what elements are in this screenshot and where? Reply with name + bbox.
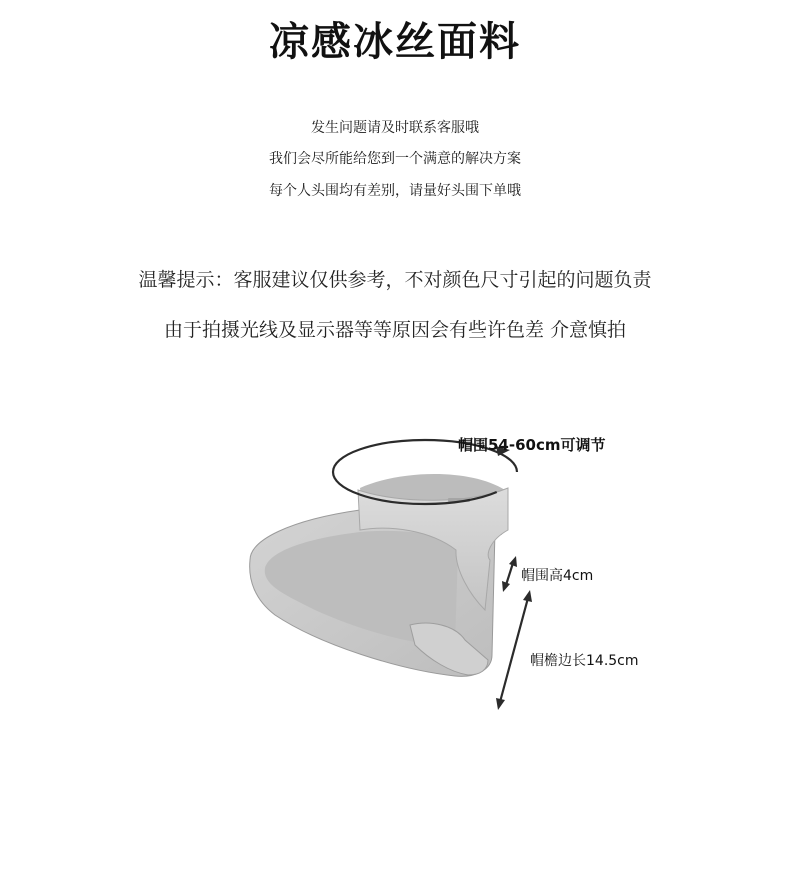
notice-line-head-size: 每个人头围均有差别，请量好头围下单哦: [269, 183, 521, 199]
tip-disclaimer: 温馨提示：客服建议仅供参考，不对颜色尺寸引起的问题负责: [138, 269, 652, 291]
brim-length-arrow: [500, 598, 528, 702]
height-arrow: [506, 563, 513, 585]
notice-line-solution: 我们会尽所能给您到一个满意的解决方案: [269, 151, 521, 167]
height-arrowhead-top: [509, 556, 517, 567]
circumference-label: 帽围54-60cm可调节: [458, 436, 606, 454]
brim-length-label: 帽檐边长14.5cm: [530, 653, 639, 669]
tip-color-difference: 由于拍摄光线及显示器等等原因会有些许色差 介意慎拍: [163, 319, 627, 341]
notice-line-contact: 发生问题请及时联系客服哦: [311, 120, 479, 136]
brim-arrowhead-top: [523, 590, 532, 602]
brim-arrowhead-bottom: [496, 698, 505, 710]
height-arrowhead-bottom: [502, 581, 510, 592]
height-label: 帽围高4cm: [521, 568, 594, 584]
page-title: 凉感冰丝面料: [269, 19, 521, 65]
